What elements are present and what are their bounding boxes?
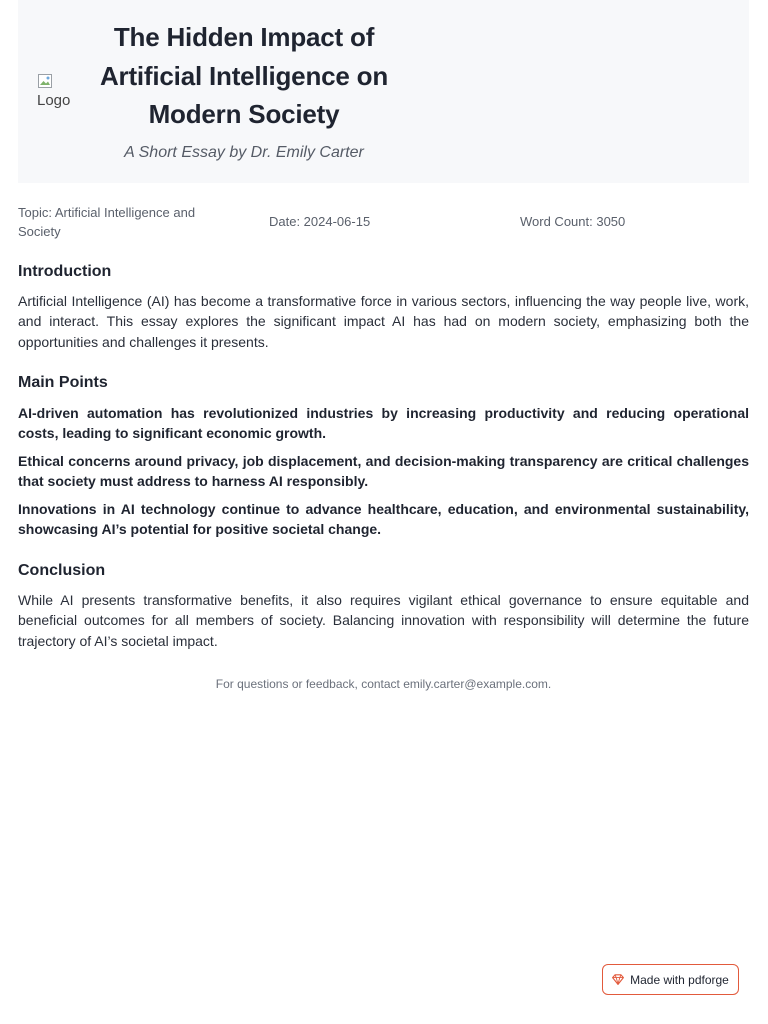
logo-image bbox=[37, 72, 81, 112]
meta-row bbox=[18, 203, 749, 243]
main-point-item: AI-driven automation has revolutionized industries by increasing productivity and reducing operational costs, leading to significant economic growth. bbox=[18, 405, 749, 442]
introduction-heading: Introduction bbox=[18, 263, 112, 280]
made-with-pdforge-badge[interactable] bbox=[602, 964, 739, 995]
title-line: The Hidden Impact of bbox=[113, 22, 375, 52]
conclusion-heading: Conclusion bbox=[18, 562, 106, 579]
page-title bbox=[90, 18, 398, 134]
logo-alt-text: Logo bbox=[37, 92, 71, 109]
title-line: Artificial Intelligence on bbox=[99, 60, 389, 91]
main-point-item: Ethical concerns around privacy, job displacement, and decision-making transparency are critical challenges that society must address to harness AI responsibly. bbox=[18, 453, 749, 490]
meta-word-count: Word Count: 3050 bbox=[520, 214, 626, 229]
title-block bbox=[90, 18, 398, 164]
meta-topic: Topic: Artificial Intelligence and Society bbox=[18, 205, 196, 239]
title-line: Modern Society bbox=[148, 99, 340, 129]
badge-label: Made with pdforge bbox=[630, 972, 729, 987]
conclusion-text: While AI presents transformative benefits, it also requires vigilant ethical governance to ensure equitable and beneficial outcomes for all members of society. Balancing innovation with responsibility will determine the future trajectory of AI’s societal impact. bbox=[18, 592, 749, 649]
subtitle: A Short Essay by Dr. Emily Carter bbox=[124, 143, 364, 161]
meta-date: Date: 2024-06-15 bbox=[269, 214, 371, 229]
broken-image-icon bbox=[37, 73, 53, 89]
main-points-heading: Main Points bbox=[18, 374, 108, 391]
gem-icon bbox=[612, 974, 624, 985]
contact-note: For questions or feedback, contact emily.carter@example.com. bbox=[215, 677, 552, 691]
essay-page bbox=[18, 0, 749, 691]
header-banner bbox=[18, 0, 749, 183]
main-point-item: Innovations in AI technology continue to advance healthcare, education, and environmental sustainability, showcasing AI’s potential for positive societal change. bbox=[18, 501, 749, 538]
introduction-text: Artificial Intelligence (AI) has become a transformative force in various sectors, influencing the way people live, work, and interact. This essay explores the significant impact AI has had on modern society, emphasizing both the opportunities and challenges it presents. bbox=[18, 293, 749, 350]
